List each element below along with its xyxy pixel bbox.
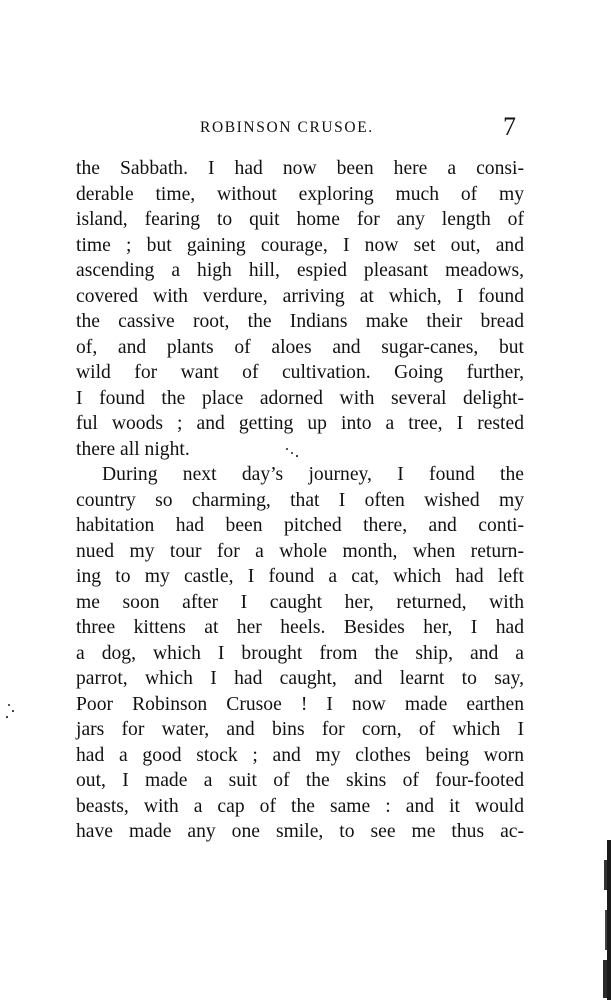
text-line: derable time, without exploring much of my — [76, 183, 524, 205]
text-line: covered with verdure, arriving at which, I found — [76, 285, 524, 307]
text-line: ascending a high hill, espied pleasant meadows, — [76, 260, 524, 281]
text-line: ful woods ; and getting up into a tree, I rested — [76, 413, 524, 434]
text-line: island, fearing to quit home for any length of — [76, 209, 524, 230]
text-line: have made any one smile, to see me thus ac- — [76, 821, 524, 842]
text-line: country so charming, that I often wished my — [76, 489, 524, 511]
scan-speck — [6, 716, 8, 718]
text-line: the Sabbath. I had now been here a consi- — [76, 158, 524, 179]
text-line: of, and plants of aloes and sugar-canes, but — [76, 336, 524, 358]
scan-speck — [286, 448, 288, 450]
text-line: had a good stock ; and my clothes being worn — [76, 744, 524, 766]
text-line: three kittens at her heels. Besides her, I had — [76, 617, 524, 638]
text-line: ing to my castle, I found a cat, which had left — [76, 566, 524, 587]
text-line: habitation had been pitched there, and conti- — [76, 515, 524, 536]
text-line: wild for want of cultivation. Going further, — [76, 362, 524, 383]
text-line: a dog, which I brought from the ship, and a — [76, 642, 524, 664]
text-line: the cassive root, the Indians make their bread — [76, 311, 524, 332]
body-text — [76, 156, 524, 845]
text-line: nued my tour for a whole month, when return- — [76, 540, 524, 562]
text-line: me soon after I caught her, returned, with — [76, 591, 524, 613]
text-line-paragraph-end: there all night. — [76, 438, 190, 460]
running-header — [0, 112, 611, 141]
scan-speck — [291, 452, 293, 454]
running-title: ROBINSON CRUSOE. — [200, 119, 374, 136]
text-line: out, I made a suit of the skins of four-footed — [76, 770, 524, 791]
text-line: time ; but gaining courage, I now set out, and — [76, 234, 524, 256]
text-line: beasts, with a cap of the same : and it would — [76, 795, 524, 817]
page-number: 7 — [503, 112, 516, 141]
text-line: Poor Robinson Crusoe ! I now made earthen — [76, 693, 524, 715]
scan-speck — [8, 704, 10, 706]
text-line: parrot, which I had caught, and learnt to say, — [76, 668, 524, 689]
scan-speck — [296, 455, 298, 457]
text-line-paragraph-start: During next day’s journey, I found the — [102, 464, 524, 485]
text-line: jars for water, and bins for corn, of which I — [76, 719, 524, 740]
scan-speck — [12, 710, 14, 712]
page-edge-shadow — [597, 840, 611, 1000]
text-line: I found the place adorned with several delight- — [76, 387, 524, 409]
